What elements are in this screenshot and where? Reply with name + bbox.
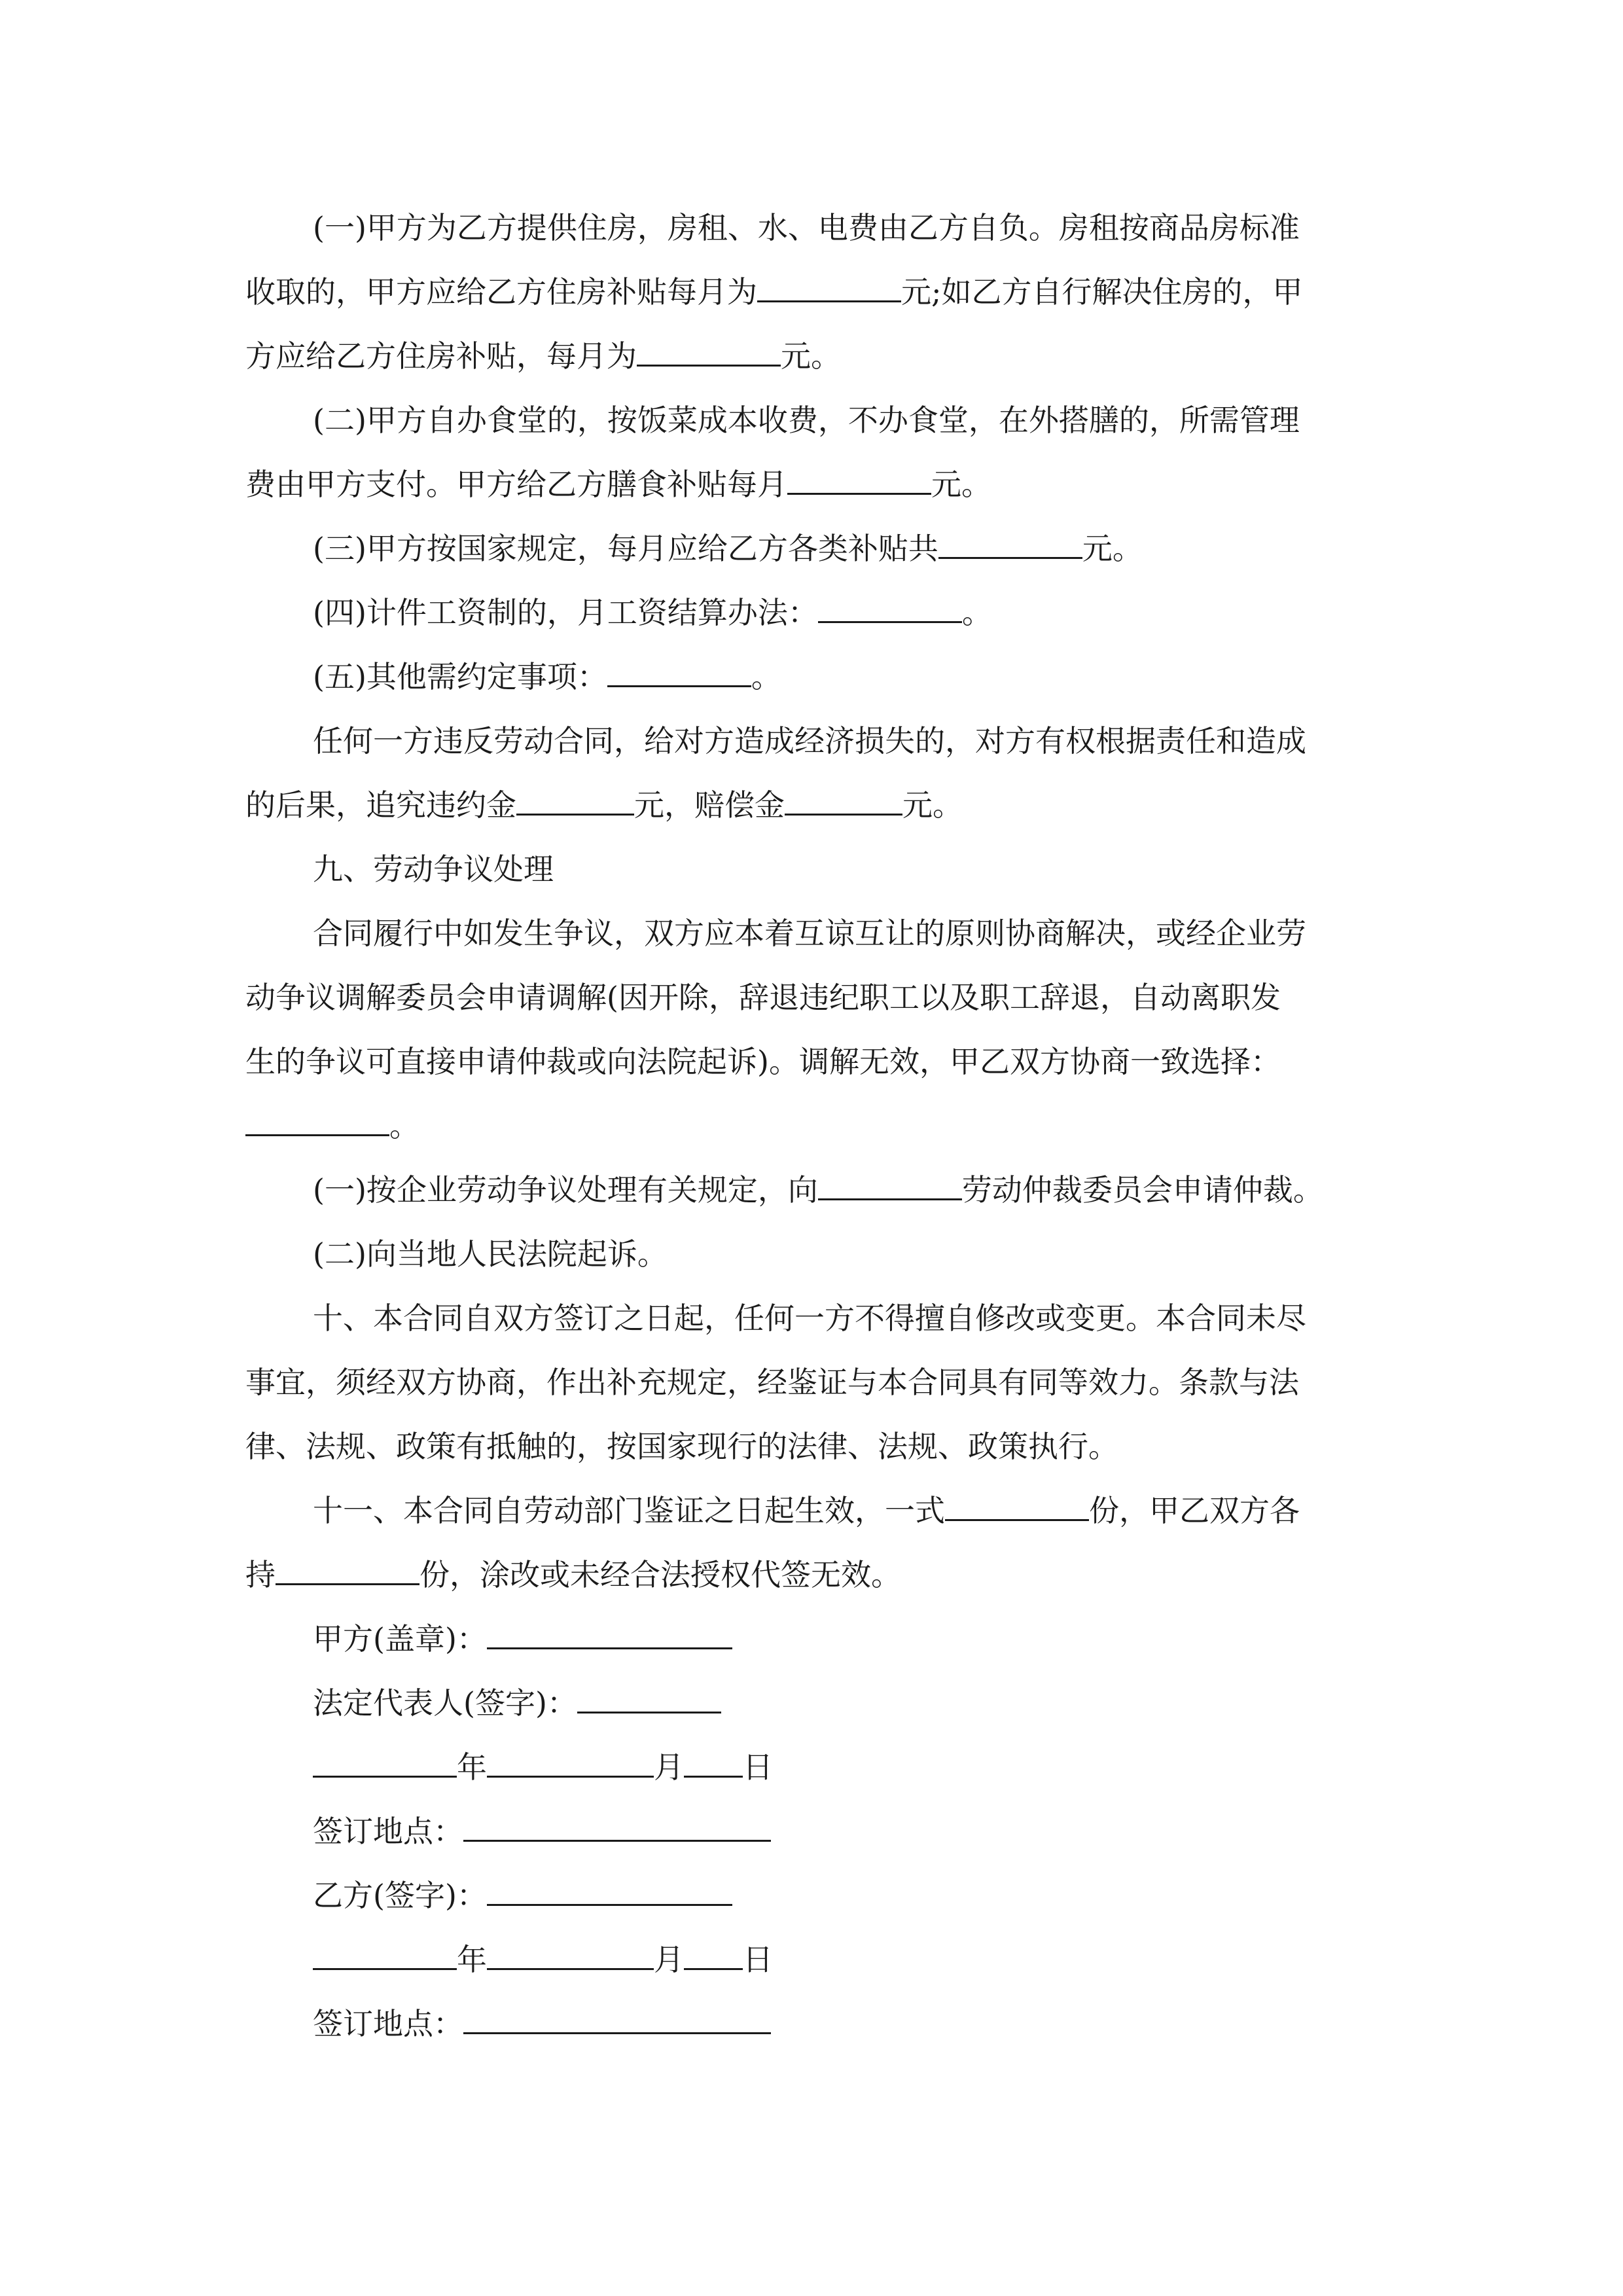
month-label: 月 [654, 1749, 684, 1785]
dispute-text: 动争议调解委员会申请调解(因开除，辞退违纪职工以及职工辞退，自动离职发 [245, 980, 1281, 1015]
month-blank-b[interactable] [487, 1942, 654, 1970]
item4-text: 。 [961, 595, 992, 630]
section10-line2 [245, 1363, 1299, 1402]
breach-text: 的后果，追究违约金 [245, 787, 516, 823]
day-blank-a[interactable] [684, 1749, 743, 1778]
place-line-b [313, 2004, 771, 2043]
date-line-b [313, 1940, 773, 1979]
day-blank-b[interactable] [684, 1942, 743, 1970]
legal-rep-signature-blank[interactable] [577, 1685, 721, 1713]
year-label: 年 [457, 1749, 487, 1785]
item4-text: (四)计件工资制的，月工资结算办法： [313, 595, 818, 630]
penalty-blank[interactable] [516, 787, 634, 816]
item2-text: 费由甲方支付。甲方给乙方膳食补贴每月 [245, 467, 787, 502]
month-blank-a[interactable] [487, 1749, 654, 1778]
section9-heading [313, 850, 554, 889]
clause-text: 十、本合同自双方签订之日起，任何一方不得擅自修改或变更。本合同未尽 [313, 1300, 1306, 1336]
section11-line2 [245, 1555, 901, 1594]
item1-line3 [245, 336, 841, 376]
item3-line [313, 529, 1143, 568]
party-a-seal-blank[interactable] [487, 1621, 732, 1649]
year-blank-a[interactable] [313, 1749, 457, 1778]
item2-text: 元。 [931, 467, 991, 502]
section9-line2 [245, 978, 1281, 1017]
party-b-label: 乙方(签字)： [313, 1878, 487, 1913]
party-a-seal-line [313, 1619, 732, 1659]
item3-text: 元。 [1082, 531, 1143, 566]
item4-line [313, 593, 992, 632]
other-matters-blank[interactable] [607, 659, 751, 687]
option-text: (一)按企业劳动争议处理有关规定，向 [313, 1172, 818, 1208]
item5-line [313, 657, 781, 696]
dispute-text: 合同履行中如发生争议，双方应本着互谅互让的原则协商解决，或经企业劳 [313, 916, 1306, 951]
item2-line2 [245, 465, 991, 504]
month-label: 月 [654, 1942, 684, 1977]
item5-text: 。 [751, 659, 781, 694]
section9-opt1 [313, 1170, 1323, 1210]
place-line-a [313, 1812, 771, 1851]
copies-total-blank[interactable] [945, 1493, 1089, 1521]
allowance-blank[interactable] [938, 531, 1082, 559]
party-b-sign-line [313, 1876, 732, 1915]
place-label: 签订地点： [313, 1814, 463, 1849]
item1-line2 [245, 272, 1303, 312]
breach-line2 [245, 785, 963, 825]
dispute-choice-blank[interactable] [245, 1108, 389, 1136]
legal-rep-line [313, 1683, 721, 1723]
place-blank-a[interactable] [463, 1814, 771, 1842]
copies-each-blank[interactable] [276, 1557, 419, 1585]
item1-text: 方应给乙方住房补贴，每月为 [245, 338, 637, 374]
option-text: (二)向当地人民法院起诉。 [313, 1236, 668, 1272]
party-a-label: 甲方(盖章)： [313, 1621, 487, 1657]
dispute-text: 生的争议可直接申请仲裁或向法院起诉)。调解无效，甲乙双方协商一致选择： [245, 1044, 1281, 1079]
section11-line1 [313, 1491, 1300, 1530]
clause-text: 份，甲乙双方各 [1089, 1493, 1300, 1528]
party-b-signature-blank[interactable] [487, 1878, 732, 1906]
section9-line4 [245, 1106, 419, 1145]
clause-text: 份，涂改或未经合法授权代签无效。 [419, 1557, 901, 1592]
date-line-a [313, 1748, 773, 1787]
section10-line3 [245, 1427, 1118, 1466]
item1-text: (一)甲方为乙方提供住房，房租、水、电费由乙方自负。房租按商品房标准 [313, 210, 1300, 245]
section-heading: 九、劳动争议处理 [313, 852, 554, 887]
item2-text: (二)甲方自办食堂的，按饭菜成本收费，不办食堂，在外搭膳的，所需管理 [313, 403, 1300, 438]
section9-opt2 [313, 1234, 668, 1274]
meal-subsidy-blank[interactable] [787, 467, 931, 495]
compensation-blank[interactable] [785, 787, 902, 816]
piece-rate-method-blank[interactable] [818, 595, 962, 623]
breach-text: 元，赔偿金 [634, 787, 785, 823]
legal-rep-label: 法定代表人(签字)： [313, 1685, 577, 1721]
item5-text: (五)其他需约定事项： [313, 659, 607, 694]
option-text: 劳动仲裁委员会申请仲裁。 [961, 1172, 1323, 1208]
clause-text: 持 [245, 1557, 276, 1592]
item2-line1 [313, 401, 1300, 440]
breach-text: 任何一方违反劳动合同，给对方造成经济损失的，对方有权根据责任和造成 [313, 723, 1306, 759]
place-label: 签订地点： [313, 2006, 463, 2041]
item1-text: 元。 [781, 338, 841, 374]
clause-text: 十一、本合同自劳动部门鉴证之日起生效，一式 [313, 1493, 945, 1528]
section9-line3 [245, 1042, 1281, 1081]
day-label: 日 [743, 1942, 773, 1977]
breach-text: 元。 [902, 787, 963, 823]
item3-text: (三)甲方按国家规定，每月应给乙方各类补贴共 [313, 531, 938, 566]
self-housing-subsidy-blank[interactable] [637, 338, 781, 367]
item1-line1 [313, 208, 1300, 247]
day-label: 日 [743, 1749, 773, 1785]
clause-text: 律、法规、政策有抵触的，按国家现行的法律、法规、政策执行。 [245, 1429, 1118, 1464]
item1-text: 收取的，甲方应给乙方住房补贴每月为 [245, 274, 757, 310]
place-blank-b[interactable] [463, 2006, 771, 2034]
housing-subsidy-blank[interactable] [757, 274, 901, 302]
year-label: 年 [457, 1942, 487, 1977]
section9-line1 [313, 914, 1306, 953]
year-blank-b[interactable] [313, 1942, 457, 1970]
arbitration-committee-blank[interactable] [818, 1172, 962, 1200]
item1-text: 元;如乙方自行解决住房的，甲 [901, 274, 1303, 310]
section10-line1 [313, 1299, 1306, 1338]
dispute-text: 。 [389, 1108, 419, 1143]
clause-text: 事宜，须经双方协商，作出补充规定，经鉴证与本合同具有同等效力。条款与法 [245, 1365, 1299, 1400]
breach-line1 [313, 721, 1306, 761]
